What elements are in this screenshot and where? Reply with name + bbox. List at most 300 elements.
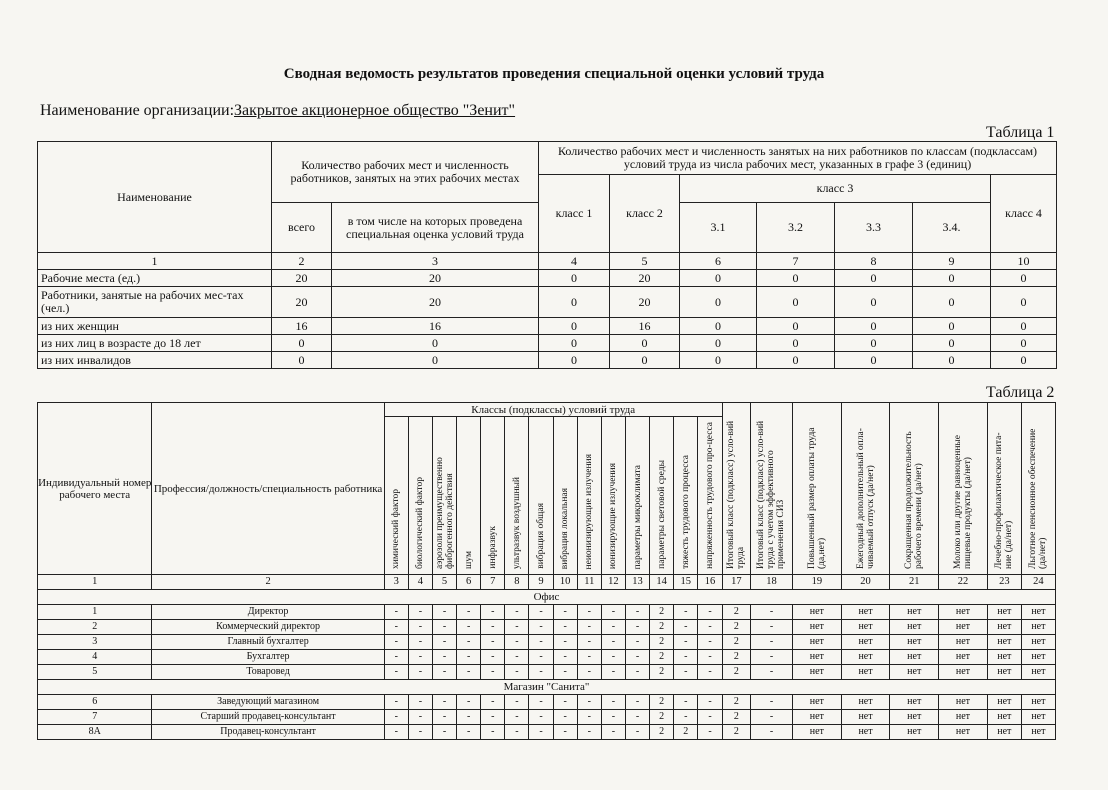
col-num: 1	[38, 253, 272, 270]
cell: -	[529, 605, 553, 620]
cell: -	[553, 635, 577, 650]
header-factor	[457, 417, 481, 575]
table-row	[38, 335, 1057, 352]
cell: -	[751, 605, 793, 620]
header-3-4: 3.4.	[913, 203, 991, 253]
cell: нет	[792, 650, 841, 665]
header-extra	[987, 403, 1021, 575]
header-factor-text: параметры микроклимата	[632, 464, 643, 569]
cell: нет	[1021, 605, 1055, 620]
col-num: 7	[757, 253, 835, 270]
cell: -	[481, 725, 505, 740]
cell: нет	[792, 725, 841, 740]
header-factor-text: аэрозоли преимущественно фиброгенного действия	[434, 457, 455, 569]
cell: 20	[272, 270, 332, 287]
cell: нет	[841, 620, 890, 635]
row-label: из них инвалидов	[38, 352, 272, 369]
cell: -	[457, 620, 481, 635]
workplace-id: 3	[38, 635, 152, 650]
section-title: Офис	[38, 590, 1056, 605]
workplace-id: 4	[38, 650, 152, 665]
header-factor-text: шум	[463, 551, 474, 569]
cell: нет	[890, 605, 939, 620]
cell: нет	[792, 695, 841, 710]
header-factor	[698, 417, 722, 575]
col-num: 19	[792, 575, 841, 590]
col-num: 1	[38, 575, 152, 590]
cell: -	[674, 695, 698, 710]
cell: нет	[939, 635, 988, 650]
workplaces-table	[37, 402, 1056, 740]
header-classes: Классы (подклассы) условий труда	[384, 403, 722, 417]
workplace-id: 1	[38, 605, 152, 620]
cell: -	[384, 725, 408, 740]
col-num: 23	[987, 575, 1021, 590]
cell: -	[432, 725, 456, 740]
col-num: 16	[698, 575, 722, 590]
cell: 0	[835, 270, 913, 287]
cell: 2	[722, 635, 750, 650]
cell: -	[553, 665, 577, 680]
cell: -	[505, 650, 529, 665]
cell: -	[505, 620, 529, 635]
header-factor-text: химический фактор	[391, 489, 402, 569]
header-extra	[890, 403, 939, 575]
cell: -	[553, 695, 577, 710]
cell: -	[529, 695, 553, 710]
row-label: Рабочие места (ед.)	[38, 270, 272, 287]
cell: -	[553, 725, 577, 740]
col-num: 8	[505, 575, 529, 590]
workplace-id: 8А	[38, 725, 152, 740]
cell: -	[698, 725, 722, 740]
table-row	[38, 665, 1056, 680]
cell: 20	[272, 287, 332, 318]
col-num: 12	[601, 575, 625, 590]
table1-caption: Таблица 1	[986, 124, 1055, 141]
cell: -	[601, 725, 625, 740]
header-factor	[650, 417, 674, 575]
header-extra	[841, 403, 890, 575]
cell: 0	[272, 335, 332, 352]
cell: -	[529, 725, 553, 740]
cell: нет	[987, 665, 1021, 680]
header-factor	[408, 417, 432, 575]
cell: нет	[1021, 710, 1055, 725]
cell: -	[505, 725, 529, 740]
header-assessed: в том числе на которых проведена специальная оценка условий труда	[332, 203, 539, 253]
header-factor-text: вибрация локальная	[560, 487, 571, 569]
cell: -	[751, 635, 793, 650]
header-factor-text: тяжесть трудового процесса	[680, 455, 691, 569]
header-factor-text: неионизирующие излучения	[584, 453, 595, 569]
cell: -	[432, 650, 456, 665]
cell: -	[674, 635, 698, 650]
header-factor	[384, 417, 408, 575]
profession: Бухгалтер	[152, 650, 384, 665]
cell: -	[553, 620, 577, 635]
col-num: 7	[481, 575, 505, 590]
cell: 0	[539, 318, 610, 335]
table-row	[38, 695, 1056, 710]
header-factor	[625, 417, 649, 575]
cell: нет	[792, 620, 841, 635]
cell: -	[698, 620, 722, 635]
col-num: 11	[577, 575, 601, 590]
cell: -	[698, 635, 722, 650]
cell: -	[481, 665, 505, 680]
cell: -	[698, 695, 722, 710]
header-factor	[432, 417, 456, 575]
cell: нет	[792, 605, 841, 620]
header-extra-text: Итоговый класс (подкласс) усло-вий труда	[726, 420, 747, 569]
cell: 2	[674, 725, 698, 740]
cell: -	[408, 665, 432, 680]
cell: -	[505, 605, 529, 620]
cell: 0	[539, 287, 610, 318]
cell: 2	[650, 635, 674, 650]
cell: нет	[987, 695, 1021, 710]
cell: 0	[991, 318, 1057, 335]
cell: -	[751, 725, 793, 740]
row-label: из них женщин	[38, 318, 272, 335]
header-extra-text: Молоко или другие равноценные пищевые продукты (да/нет)	[952, 434, 973, 569]
cell: 2	[722, 695, 750, 710]
cell: 2	[650, 710, 674, 725]
profession: Главный бухгалтер	[152, 635, 384, 650]
cell: -	[601, 635, 625, 650]
header-profession: Профессия/должность/специальность работника	[152, 403, 384, 575]
cell: 20	[332, 287, 539, 318]
col-num: 5	[432, 575, 456, 590]
cell: нет	[939, 620, 988, 635]
cell: -	[529, 710, 553, 725]
cell: -	[432, 665, 456, 680]
cell: 0	[272, 352, 332, 369]
header-class2: класс 2	[610, 175, 680, 253]
col-num: 3	[384, 575, 408, 590]
cell: 0	[539, 335, 610, 352]
cell: -	[481, 710, 505, 725]
cell: 16	[272, 318, 332, 335]
cell: нет	[890, 635, 939, 650]
cell: -	[601, 620, 625, 635]
header-places: Количество рабочих мест и численность работников, занятых на этих рабочих местах	[272, 142, 539, 203]
cell: нет	[890, 725, 939, 740]
cell: нет	[841, 710, 890, 725]
col-num: 9	[913, 253, 991, 270]
header-class1: класс 1	[539, 175, 610, 253]
cell: 2	[650, 620, 674, 635]
header-name: Наименование	[38, 142, 272, 253]
cell: нет	[1021, 725, 1055, 740]
table-row	[38, 710, 1056, 725]
workplace-id: 6	[38, 695, 152, 710]
cell: -	[751, 695, 793, 710]
col-num: 4	[408, 575, 432, 590]
cell: 0	[757, 318, 835, 335]
cell: -	[384, 650, 408, 665]
cell: 0	[991, 270, 1057, 287]
cell: нет	[1021, 665, 1055, 680]
cell: 0	[757, 287, 835, 318]
cell: -	[432, 695, 456, 710]
header-workplace-id: Индивидуальный номер рабочего места	[38, 403, 152, 575]
cell: -	[601, 605, 625, 620]
cell: нет	[841, 725, 890, 740]
header-total: всего	[272, 203, 332, 253]
table-row	[38, 650, 1056, 665]
cell: -	[408, 635, 432, 650]
cell: 2	[650, 725, 674, 740]
cell: -	[384, 635, 408, 650]
cell: нет	[841, 695, 890, 710]
cell: -	[457, 665, 481, 680]
row-label: из них лиц в возрасте до 18 лет	[38, 335, 272, 352]
header-extra-text: Повышенный размер оплаты труда (да,нет)	[806, 427, 827, 569]
col-num: 10	[553, 575, 577, 590]
col-num: 24	[1021, 575, 1055, 590]
cell: -	[601, 710, 625, 725]
workplace-id: 7	[38, 710, 152, 725]
col-num: 2	[152, 575, 384, 590]
cell: 2	[650, 605, 674, 620]
cell: нет	[939, 710, 988, 725]
header-3-3: 3.3	[835, 203, 913, 253]
cell: нет	[1021, 635, 1055, 650]
cell: -	[384, 710, 408, 725]
header-factor	[529, 417, 553, 575]
cell: -	[625, 650, 649, 665]
cell: нет	[987, 710, 1021, 725]
cell: -	[553, 710, 577, 725]
header-extra-text: Итоговый класс (подкласс) усло-вий труда с учетом эффективного применения СИЗ	[756, 420, 787, 569]
cell: -	[577, 665, 601, 680]
table-row	[38, 318, 1057, 335]
cell: 0	[991, 287, 1057, 318]
col-num: 6	[680, 253, 757, 270]
cell: 20	[610, 270, 680, 287]
cell: -	[481, 620, 505, 635]
header-classes: Количество рабочих мест и численность занятых на них работников по классам (подклассам) условий труда из числа рабочих мест, указанных в графе 3 (единиц)	[539, 142, 1057, 175]
cell: -	[577, 605, 601, 620]
cell: 0	[913, 335, 991, 352]
row-label: Работники, занятые на рабочих мес-тах (чел.)	[38, 287, 272, 318]
cell: -	[505, 695, 529, 710]
header-factor	[505, 417, 529, 575]
profession: Продавец-консультант	[152, 725, 384, 740]
organization-line	[40, 102, 515, 120]
cell: -	[505, 635, 529, 650]
profession: Коммерческий директор	[152, 620, 384, 635]
cell: 0	[913, 352, 991, 369]
cell: нет	[939, 605, 988, 620]
cell: -	[577, 650, 601, 665]
cell: 2	[650, 695, 674, 710]
cell: -	[674, 665, 698, 680]
header-factor	[553, 417, 577, 575]
header-extra	[722, 403, 750, 575]
header-3-2: 3.2	[757, 203, 835, 253]
cell: нет	[1021, 695, 1055, 710]
cell: 20	[332, 270, 539, 287]
cell: нет	[939, 695, 988, 710]
cell: -	[751, 620, 793, 635]
cell: -	[529, 665, 553, 680]
cell: -	[457, 650, 481, 665]
cell: -	[505, 665, 529, 680]
header-extra-text: Льготное пенсионное обеспечение (да/нет)	[1028, 428, 1049, 569]
cell: нет	[841, 605, 890, 620]
cell: 16	[610, 318, 680, 335]
cell: нет	[890, 620, 939, 635]
cell: -	[674, 605, 698, 620]
header-factor-text: напряженность трудового про-цесса	[705, 422, 716, 569]
col-num: 3	[332, 253, 539, 270]
header-factor	[577, 417, 601, 575]
table-row	[38, 270, 1057, 287]
col-num: 17	[722, 575, 750, 590]
cell: нет	[1021, 650, 1055, 665]
cell: 2	[722, 710, 750, 725]
cell: нет	[987, 650, 1021, 665]
cell: 2	[722, 725, 750, 740]
cell: 0	[757, 352, 835, 369]
col-num: 6	[457, 575, 481, 590]
cell: -	[505, 710, 529, 725]
cell: -	[432, 605, 456, 620]
cell: -	[408, 725, 432, 740]
cell: нет	[987, 620, 1021, 635]
cell: -	[384, 665, 408, 680]
cell: -	[408, 650, 432, 665]
cell: -	[529, 635, 553, 650]
cell: нет	[792, 665, 841, 680]
cell: -	[457, 605, 481, 620]
header-extra	[792, 403, 841, 575]
col-num: 15	[674, 575, 698, 590]
profession: Товаровед	[152, 665, 384, 680]
cell: -	[432, 620, 456, 635]
cell: 0	[913, 287, 991, 318]
cell: 2	[722, 620, 750, 635]
cell: -	[457, 725, 481, 740]
cell: -	[577, 695, 601, 710]
cell: -	[432, 710, 456, 725]
cell: 0	[332, 352, 539, 369]
cell: 0	[913, 270, 991, 287]
cell: -	[751, 665, 793, 680]
cell: -	[674, 620, 698, 635]
header-extra-text: Лечебно-профилактическое пита-ние (да/нет)	[994, 432, 1015, 569]
cell: -	[481, 695, 505, 710]
cell: -	[751, 710, 793, 725]
cell: нет	[890, 650, 939, 665]
header-factor-text: вибрация общая	[536, 503, 547, 569]
cell: -	[457, 695, 481, 710]
cell: -	[408, 620, 432, 635]
cell: нет	[792, 635, 841, 650]
col-num: 21	[890, 575, 939, 590]
header-class4: класс 4	[991, 175, 1057, 253]
cell: -	[625, 665, 649, 680]
cell: -	[384, 695, 408, 710]
table-row	[38, 635, 1056, 650]
cell: -	[698, 665, 722, 680]
cell: -	[408, 710, 432, 725]
cell: 0	[991, 352, 1057, 369]
col-num: 9	[529, 575, 553, 590]
col-num: 14	[650, 575, 674, 590]
cell: нет	[987, 635, 1021, 650]
cell: -	[577, 635, 601, 650]
document-title: Сводная ведомость результатов проведения специальной оценки условий труда	[283, 66, 825, 82]
profession: Старший продавец-консультант	[152, 710, 384, 725]
cell: 2	[722, 665, 750, 680]
header-extra-text: Сокращенная продолжительность рабочего времени (да/нет)	[904, 431, 925, 569]
cell: нет	[890, 695, 939, 710]
cell: -	[529, 620, 553, 635]
table-row	[38, 352, 1057, 369]
cell: нет	[987, 725, 1021, 740]
cell: -	[674, 710, 698, 725]
cell: -	[384, 605, 408, 620]
cell: -	[625, 605, 649, 620]
cell: -	[698, 605, 722, 620]
cell: 20	[610, 287, 680, 318]
column-numbers-row	[38, 575, 1056, 590]
header-extra-text: Ежегодный дополнительный опла-чиваемый отпуск (да/нет)	[855, 428, 876, 569]
cell: -	[625, 710, 649, 725]
organization-label: Наименование организации:	[40, 102, 235, 119]
header-extra	[1021, 403, 1055, 575]
cell: 0	[610, 352, 680, 369]
section-title: Магазин "Санита"	[38, 680, 1056, 695]
cell: 16	[332, 318, 539, 335]
profession: Директор	[152, 605, 384, 620]
cell: -	[698, 650, 722, 665]
col-num: 2	[272, 253, 332, 270]
section-row	[38, 590, 1056, 605]
cell: 2	[722, 650, 750, 665]
col-num: 13	[625, 575, 649, 590]
cell: -	[481, 650, 505, 665]
header-factor-text: ионизирующие излучения	[608, 462, 619, 569]
cell: 0	[680, 352, 757, 369]
cell: 0	[835, 287, 913, 318]
cell: нет	[841, 650, 890, 665]
col-num: 18	[751, 575, 793, 590]
table-row	[38, 287, 1057, 318]
cell: -	[625, 725, 649, 740]
cell: нет	[939, 725, 988, 740]
column-numbers-row	[38, 253, 1057, 270]
cell: -	[553, 605, 577, 620]
organization-name: Закрытое акционерное общество "Зенит"	[234, 102, 516, 119]
cell: -	[408, 695, 432, 710]
cell: -	[751, 650, 793, 665]
cell: 0	[835, 335, 913, 352]
cell: 0	[539, 352, 610, 369]
header-factor-text: инфразвук	[487, 526, 498, 569]
cell: нет	[1021, 620, 1055, 635]
cell: -	[601, 695, 625, 710]
summary-table	[37, 141, 1057, 369]
header-extra	[751, 403, 793, 575]
section-row	[38, 680, 1056, 695]
cell: 0	[757, 270, 835, 287]
cell: 0	[680, 287, 757, 318]
